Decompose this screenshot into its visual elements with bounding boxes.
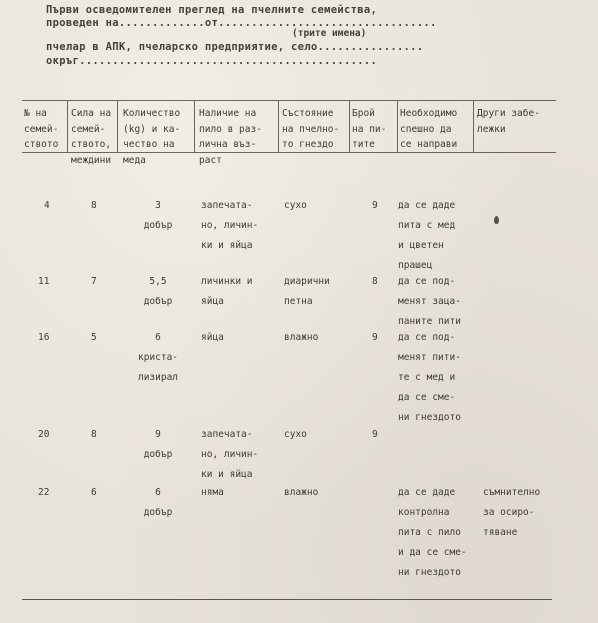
cell-strength: 7 <box>91 276 97 287</box>
ink-blot <box>494 216 499 224</box>
cell-brood: запечата- но, личин- ки и яйца <box>201 429 259 480</box>
form-header-subcaption: (трите имена) <box>292 28 367 39</box>
cell-family-number: 11 <box>38 276 50 287</box>
cell-family-number: 22 <box>38 487 50 498</box>
cell-honey: 3 добър <box>143 200 173 231</box>
cell-nest-state: влажно <box>284 332 319 343</box>
cell-nest-state: диарични петна <box>284 276 330 307</box>
column-divider <box>194 100 195 153</box>
form-header-line-2: проведен на.............от................................. <box>46 17 437 29</box>
table-top-rule <box>22 100 556 101</box>
cell-nest-state: сухо <box>284 200 307 211</box>
column-header-action: Необходимо спешно да се направи <box>400 108 458 150</box>
column-divider <box>278 100 279 153</box>
cell-action: да се под- менят зацa- паните пити <box>398 276 461 327</box>
column-divider <box>397 100 398 153</box>
column-divider <box>117 100 118 153</box>
table-bottom-rule <box>22 599 552 600</box>
cell-family-number: 20 <box>38 429 50 440</box>
column-divider <box>349 100 350 153</box>
cell-honey: 6 добър <box>143 487 173 518</box>
column-header-number: № на семей- ството <box>24 108 59 150</box>
cell-honey: 9 добър <box>143 429 173 460</box>
cell-notes: съмнително за осиро- тяване <box>483 487 541 538</box>
cell-brood: личинки и яйца <box>201 276 253 307</box>
column-header-notes: Други забе- лежки <box>477 108 540 135</box>
column-header-strength: Сила на семей- ството, междини <box>71 108 112 166</box>
column-header-combs: Брой на пи- тите <box>352 108 387 150</box>
cell-strength: 8 <box>91 429 97 440</box>
cell-brood: няма <box>201 487 224 498</box>
form-header-line-4: окръг............................................. <box>46 55 378 67</box>
cell-nest-state: влажно <box>284 487 319 498</box>
column-header-nest: Състояние на пчелно- то гнездо <box>282 108 340 150</box>
cell-nest-state: сухо <box>284 429 307 440</box>
cell-combs: 9 <box>372 429 378 440</box>
cell-action: да се даде контролна пита с пило и да се сме- ни гнездото <box>398 487 467 578</box>
form-header-line-3: пчелар в АПК, пчеларско предприятие, село................ <box>46 41 424 53</box>
cell-family-number: 4 <box>44 200 50 211</box>
cell-action: да се даде пита с мед и цветен прашец <box>398 200 456 271</box>
cell-brood: запечата- но, личин- ки и яйца <box>201 200 259 251</box>
form-header-line-1: Първи осведомителен преглед на пчелните семейства, <box>46 4 378 16</box>
cell-combs: 9 <box>372 200 378 211</box>
cell-strength: 6 <box>91 487 97 498</box>
cell-brood: яйца <box>201 332 224 343</box>
column-divider <box>473 100 474 153</box>
column-header-brood: Наличие на пило в раз- лична въз- раст <box>199 108 262 166</box>
cell-action: да се под- менят пити- те с мед и да се сме- ни гнездото <box>398 332 461 423</box>
cell-combs: 8 <box>372 276 378 287</box>
cell-honey: 5,5 добър <box>143 276 173 307</box>
cell-strength: 8 <box>91 200 97 211</box>
cell-family-number: 16 <box>38 332 50 343</box>
cell-strength: 5 <box>91 332 97 343</box>
column-divider <box>67 100 68 153</box>
column-header-honey: Количество (kg) и ка- чество на меда <box>123 108 181 166</box>
cell-honey: 6 криста- лизирал <box>137 332 179 383</box>
cell-combs: 9 <box>372 332 378 343</box>
